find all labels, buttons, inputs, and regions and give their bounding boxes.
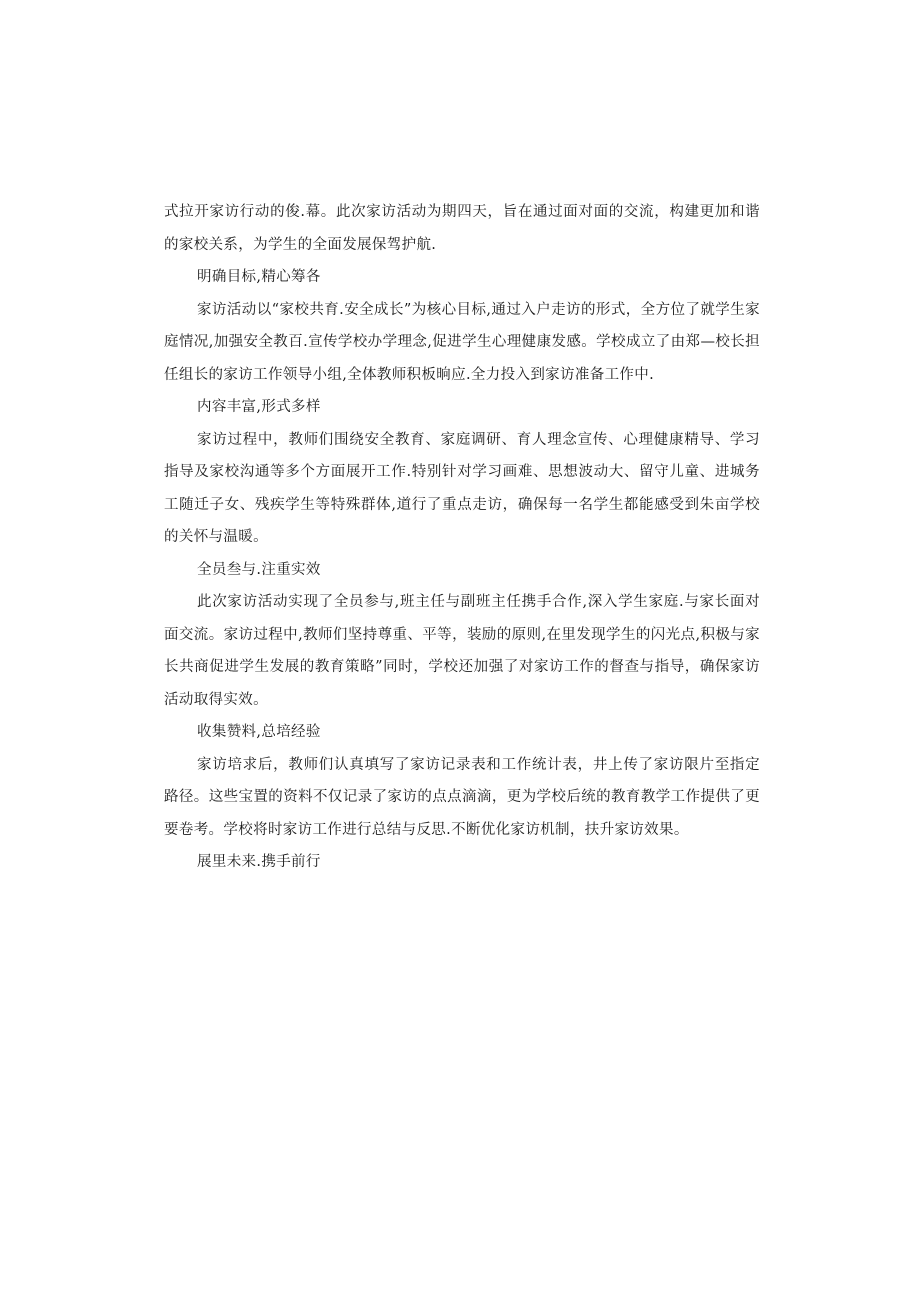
section-paragraph: 家访活动以“家校共育.安全成长”为核心目标,通过入户走访的形式，全方位了就学生家庭情况,加强安全教百.宣传学校办学理念,促进学生心理健康发感。学校成立了由郑—校长担任组长的家访工作领导小组,全体教师积板晌应.全力投入到家访准备工作中. — [164, 301, 760, 383]
document-body — [164, 196, 760, 879]
section-heading: 内容丰富,形式多样 — [197, 399, 321, 415]
section-paragraph: 此次家访活动实现了全员参与,班主任与副班主任携手合作,深入学生家庭.与家长面对面交流。家访过程中,教师们坚持尊重、平等，装励的原则,在里发现学生的闪光点,积极与家长共商促进学生发展的教育策略”同时，学校还加强了对家访工作的督查与指导，确保家访活动取得实效。 — [164, 594, 760, 708]
section-heading: 收集赞料,总培经验 — [197, 724, 321, 740]
section-heading: 明确目标,精心筹各 — [197, 269, 321, 285]
section-paragraph: 家访过程中，教师们围绕安全教育、家庭调研、育人理念宣传、心理健康精导、学习指导及家校沟通等多个方面展开工作.特别针对学习画难、思想波动大、留守儿童、进城务工随迁子女、残疾学生等特殊群体,道行了重点走访，确保每一名学生都能感受到朱亩学校的关怀与温暖。 — [164, 431, 760, 545]
section-paragraph: 家访培求后，教师们认真填写了家访记录表和工作统计表，井上传了家访限片至指定路径。这些宝置的资料不仅记录了家访的点点滴滴，更为学校后统的教育教学工作提供了更要卷考。学校将时家访工作进行总结与反思.不断优化家访机制，扶升家访效果。 — [164, 756, 760, 838]
section-heading: 展里未来.携手前行 — [197, 854, 321, 870]
intro-paragraph: 式拉开家访行动的俊.幕。此次家访活动为期四天，旨在通过面对面的交流，构建更加和谐的家校关系，为学生的全面发展保驾护航. — [164, 204, 760, 253]
section-heading: 全员叁与.注重实效 — [197, 561, 321, 578]
